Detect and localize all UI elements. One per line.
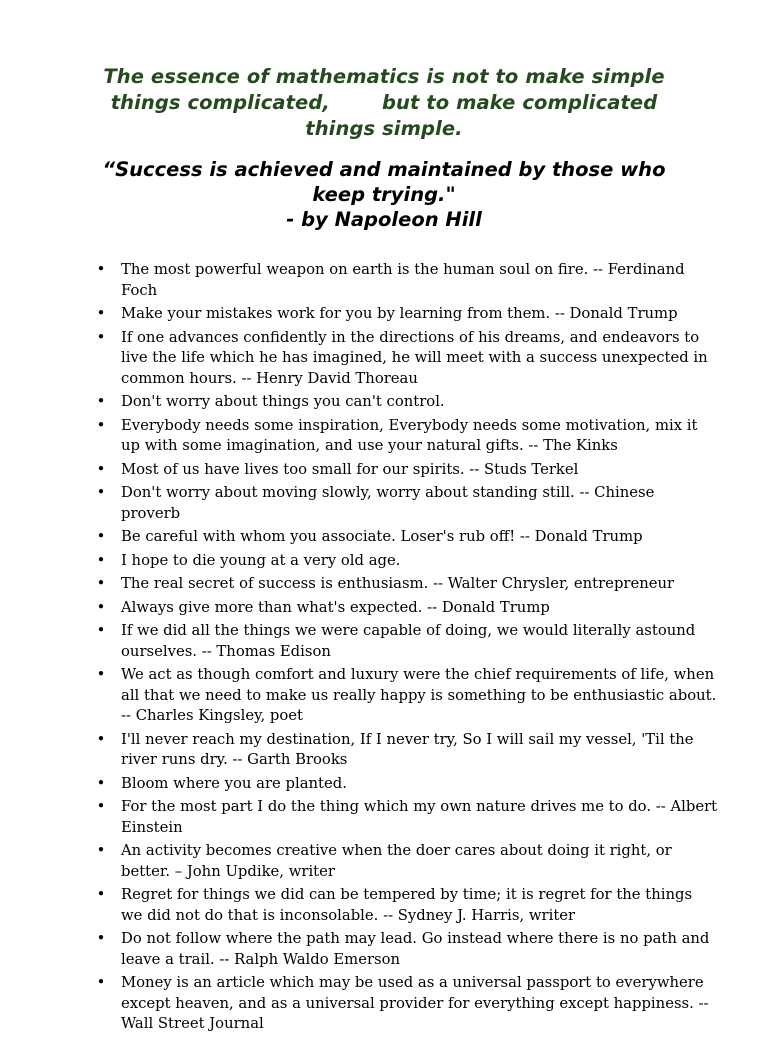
bullet-icon: • xyxy=(96,930,106,947)
quote-text: Make your mistakes work for you by learning from them. -- Donald Trump xyxy=(121,305,678,322)
quote-text: Don't worry about moving slowly, worry about standing still. -- Chinese proverb xyxy=(121,484,655,522)
bullet-icon: • xyxy=(96,551,106,569)
quote-text: Be careful with whom you associate. Loser's rub off! -- Donald Trump xyxy=(121,528,643,545)
list-item xyxy=(96,929,718,970)
bullet-icon: • xyxy=(96,842,106,859)
list-item xyxy=(96,797,718,838)
quote-text: Do not follow where the path may lead. Go instead where there is no path and leave a trail. -- Ralph Waldo Emerson xyxy=(121,930,710,968)
quote-text: An activity becomes creative when the doer cares about doing it right, or better. – John Updike, writer xyxy=(121,842,672,880)
bullet-icon: • xyxy=(96,974,106,991)
bullet-icon: • xyxy=(96,305,106,322)
list-item xyxy=(96,973,718,1035)
quote-text: If we did all the things we were capable of doing, we would literally astound ourselves. -- Thomas Edison xyxy=(121,622,696,660)
bullet-icon: • xyxy=(96,261,106,278)
bullet-icon: • xyxy=(96,774,106,792)
quote-text: Bloom where you are planted. xyxy=(121,774,347,792)
heading-line-2 xyxy=(60,90,708,116)
heading-line-2-part-2: but to make complicated xyxy=(381,91,658,114)
bullet-icon: • xyxy=(96,528,106,545)
heading-line-2-part-1: things complicated, xyxy=(110,91,330,114)
bullet-icon: • xyxy=(96,416,106,434)
list-item xyxy=(96,665,718,727)
quote-text: We act as though comfort and luxury were the chief requirements of life, when all that we need to make us really happy is something to be enthusiastic about. -- Charles Kingsley, poet xyxy=(121,666,717,724)
list-item xyxy=(96,260,718,301)
list-item xyxy=(96,527,718,548)
quote-text: The real secret of success is enthusiasm. -- Walter Chrysler, entrepreneur xyxy=(121,575,675,592)
list-item xyxy=(96,304,718,325)
list-item xyxy=(96,841,718,882)
bullet-icon: • xyxy=(96,886,106,903)
quote-text: Everybody needs some inspiration, Everybody needs some motivation, mix it up with some imagination, and use your natural gifts. -- The Kinks xyxy=(121,416,698,454)
bullet-icon: • xyxy=(96,575,106,592)
bullet-icon: • xyxy=(96,460,106,478)
quote-text: If one advances confidently in the directions of his dreams, and endeavors to live the life which he has imagined, he will meet with a success unexpected in common hours. -- Henry David Thoreau xyxy=(121,328,708,387)
list-item xyxy=(96,574,718,595)
bullet-icon: • xyxy=(96,393,106,410)
quote-text: Always give more than what's expected. -- Donald Trump xyxy=(121,598,550,616)
list-item xyxy=(96,460,718,481)
bullet-icon: • xyxy=(96,666,106,683)
list-item xyxy=(96,392,718,413)
list-item xyxy=(96,621,718,662)
featured-quote xyxy=(60,157,708,232)
bullet-icon: • xyxy=(96,598,106,616)
list-item xyxy=(96,774,718,795)
quote-text: I'll never reach my destination, If I never try, So I will sail my vessel, 'Til the river runs dry. -- Garth Brooks xyxy=(121,730,694,768)
quote-text: For the most part I do the thing which my own nature drives me to do. -- Albert Einstein xyxy=(121,798,718,836)
quote-text: The most powerful weapon on earth is the human soul on fire. -- Ferdinand Foch xyxy=(121,261,685,299)
bullet-icon: • xyxy=(96,328,106,346)
list-item xyxy=(96,551,718,572)
quote-text: Money is an article which may be used as a universal passport to everywhere except heaven, and as a universal provider for everything except happiness. -- Wall Street Journal xyxy=(121,974,709,1032)
quote-list xyxy=(96,260,718,1038)
heading-line-1: The essence of mathematics is not to make simple xyxy=(103,65,665,88)
bullet-icon: • xyxy=(96,484,106,501)
featured-quote-author: - by Napoleon Hill xyxy=(286,208,482,231)
list-item xyxy=(96,416,718,457)
list-item xyxy=(96,328,718,390)
bullet-icon: • xyxy=(96,622,106,639)
quote-text: I hope to die young at a very old age. xyxy=(121,551,401,569)
heading-line-3: things simple. xyxy=(305,117,463,140)
bullet-icon: • xyxy=(96,798,106,815)
quote-text: Most of us have lives too small for our spirits. -- Studs Terkel xyxy=(121,460,579,478)
list-item xyxy=(96,885,718,926)
list-item xyxy=(96,483,718,524)
quote-text: Regret for things we did can be tempered by time; it is regret for the things we did not do that is inconsolable. -- Sydney J. Harris, writer xyxy=(121,886,693,924)
list-item xyxy=(96,598,718,619)
quote-text: Don't worry about things you can't control. xyxy=(121,393,445,410)
mathematics-heading xyxy=(60,64,708,142)
bullet-icon: • xyxy=(96,730,106,748)
list-item xyxy=(96,730,718,771)
featured-quote-line-2: keep trying." xyxy=(312,183,456,206)
featured-quote-line-1: “Success is achieved and maintained by those who xyxy=(102,158,666,181)
